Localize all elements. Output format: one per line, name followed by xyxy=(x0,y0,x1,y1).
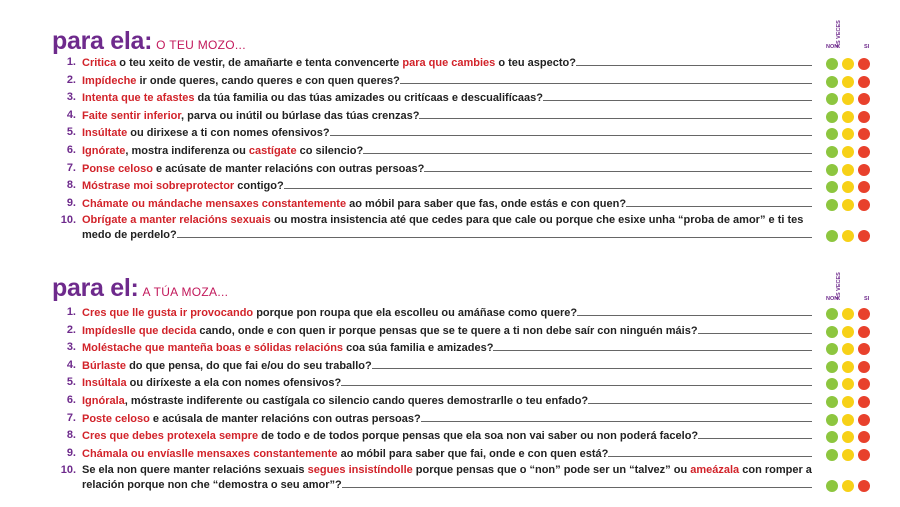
highlighted-phrase: Faite sentir inferior xyxy=(82,109,182,122)
legend-as-veces: ÁS VECES xyxy=(836,272,842,300)
option-si-dot[interactable] xyxy=(858,378,870,390)
option-si-dot[interactable] xyxy=(858,58,870,70)
highlighted-phrase: ameázala xyxy=(690,464,740,477)
highlighted-phrase: para que cambies xyxy=(402,57,496,69)
question-number: 5. xyxy=(66,376,76,389)
option-as-veces-dot[interactable] xyxy=(842,111,854,123)
question-phrase: ao móbil para saber que fas, onde estás e con quen? xyxy=(346,197,627,210)
question-text xyxy=(82,394,818,409)
option-non-dot[interactable] xyxy=(826,76,838,88)
option-non-dot[interactable] xyxy=(826,111,838,123)
question-phrase: , móstraste indiferente ou castígala co silencio cando queres demostrarlle o teu enfado? xyxy=(124,395,589,407)
highlighted-phrase: Ignórate xyxy=(82,145,126,157)
question-text xyxy=(82,341,818,356)
question-number: 3. xyxy=(66,91,76,104)
question-text xyxy=(82,412,818,427)
question-text xyxy=(82,214,818,242)
question-number: 7. xyxy=(66,411,76,424)
question-phrase: contigo? xyxy=(234,180,284,193)
question-number: 2. xyxy=(66,323,76,336)
question-number: 4. xyxy=(66,108,76,121)
question-text xyxy=(82,359,818,374)
answer-line xyxy=(400,74,812,84)
option-as-veces-dot[interactable] xyxy=(842,164,854,176)
option-non-dot[interactable] xyxy=(826,93,838,105)
question-text xyxy=(82,179,818,194)
answer-line xyxy=(588,394,812,404)
answer-legend xyxy=(822,10,882,50)
legend-si: SI xyxy=(864,44,870,50)
question-phrase: porque pon roupa que ela escolleu ou amáñase como quere? xyxy=(253,307,578,319)
question-text xyxy=(82,144,818,159)
highlighted-phrase: Impídeche xyxy=(82,74,137,87)
question-phrase: ir onde queres, cando queres e con quen queres? xyxy=(136,74,400,87)
question-text xyxy=(82,74,818,89)
option-non-dot[interactable] xyxy=(826,343,838,355)
highlighted-phrase: Chámala ou envíaslle mensaxes constantemente xyxy=(82,447,338,460)
option-as-veces-dot[interactable] xyxy=(842,58,854,70)
legend-si: SI xyxy=(864,296,870,302)
highlighted-phrase: Insúltate xyxy=(82,127,128,140)
option-si-dot[interactable] xyxy=(858,326,870,338)
answer-line xyxy=(608,447,812,457)
option-as-veces-dot[interactable] xyxy=(842,230,854,242)
answer-line xyxy=(576,56,812,66)
question-phrase: ao móbil para saber que fai, onde e con quen está? xyxy=(337,447,609,460)
question-number: 9. xyxy=(66,446,76,459)
option-as-veces-dot[interactable] xyxy=(842,128,854,140)
option-non-dot[interactable] xyxy=(826,361,838,373)
legend-as-veces: ÁS VECES xyxy=(836,20,842,48)
question-text xyxy=(82,376,818,391)
question-number: 10. xyxy=(60,464,76,477)
question-phrase: o teu xeito de vestir, de amañarte e tenta convencerte xyxy=(116,57,403,69)
question-phrase: coa súa familia e amizades? xyxy=(343,342,494,355)
section-title xyxy=(52,27,246,56)
question-text xyxy=(82,429,818,444)
answer-line xyxy=(493,341,812,351)
question-text xyxy=(82,464,818,492)
question-phrase: Se ela non quere manter relacións sexuais xyxy=(82,464,308,477)
option-as-veces-dot[interactable] xyxy=(842,76,854,88)
answer-line xyxy=(424,162,812,172)
question-phrase: , mostra indiferenza ou xyxy=(125,145,249,157)
answer-line xyxy=(626,197,812,207)
answer-line xyxy=(341,376,812,386)
answer-line xyxy=(342,478,812,488)
answer-line xyxy=(577,306,812,316)
highlighted-phrase: Chámate ou mándache mensaxes constantemente xyxy=(82,197,347,210)
section-title xyxy=(52,274,228,303)
option-non-dot[interactable] xyxy=(826,431,838,443)
option-si-dot[interactable] xyxy=(858,396,870,408)
option-non-dot[interactable] xyxy=(826,378,838,390)
highlighted-phrase: Búrlaste xyxy=(82,359,127,372)
answer-line xyxy=(698,324,812,334)
option-si-dot[interactable] xyxy=(858,199,870,211)
highlighted-phrase: Cres que lle gusta ir provocando xyxy=(82,307,254,319)
option-si-dot[interactable] xyxy=(858,343,870,355)
question-number: 1. xyxy=(66,56,76,68)
option-si-dot[interactable] xyxy=(858,361,870,373)
answer-line xyxy=(372,359,812,369)
answer-line xyxy=(177,228,812,238)
question-phrase: e acúsala de manter relacións con outras persoas? xyxy=(149,412,421,425)
question-phrase: da túa familia ou das túas amizades ou critícaas e descualifícaas? xyxy=(194,92,543,105)
question-phrase: co silencio? xyxy=(296,145,364,157)
question-phrase: cando, onde e con quen ir porque pensas que se te quere a ti non debe saír con ninguén máis? xyxy=(196,324,698,337)
option-non-dot[interactable] xyxy=(826,414,838,426)
option-non-dot[interactable] xyxy=(826,230,838,242)
option-si-dot[interactable] xyxy=(858,480,870,492)
option-si-dot[interactable] xyxy=(858,128,870,140)
option-non-dot[interactable] xyxy=(826,199,838,211)
question-number: 8. xyxy=(66,429,76,442)
option-as-veces-dot[interactable] xyxy=(842,199,854,211)
option-non-dot[interactable] xyxy=(826,396,838,408)
question-text xyxy=(82,109,818,124)
option-non-dot[interactable] xyxy=(826,164,838,176)
option-si-dot[interactable] xyxy=(858,431,870,443)
highlighted-phrase: Moléstache que manteña boas e sólidas relacións xyxy=(82,342,344,355)
question-phrase: ou dirixese a ti con nomes ofensivos? xyxy=(127,127,330,140)
question-number: 8. xyxy=(66,179,76,192)
answer-line xyxy=(363,144,812,154)
question-text xyxy=(82,197,818,212)
highlighted-phrase: Poste celoso xyxy=(82,412,150,425)
question-number: 3. xyxy=(66,341,76,354)
option-non-dot[interactable] xyxy=(826,181,838,193)
answer-line xyxy=(419,109,812,119)
highlighted-phrase: Cres que debes protexela sempre xyxy=(82,430,259,443)
option-si-dot[interactable] xyxy=(858,230,870,242)
question-text xyxy=(82,447,818,462)
question-phrase: , parva ou inútil ou búrlase das túas crenzas? xyxy=(181,109,420,122)
option-as-veces-dot[interactable] xyxy=(842,181,854,193)
question-phrase: ou mostra insistencia até que cedes para que cale ou porque che esixe unha “proba de amor” e ti tes medo de perdelo? xyxy=(82,214,804,241)
answer-line xyxy=(330,126,812,136)
section-heading: para el: xyxy=(52,274,139,302)
option-as-veces-dot[interactable] xyxy=(842,146,854,158)
option-si-dot[interactable] xyxy=(858,146,870,158)
option-si-dot[interactable] xyxy=(858,76,870,88)
question-phrase: porque pensas que o “non” pode ser un “talvez” ou xyxy=(412,464,691,477)
option-as-veces-dot[interactable] xyxy=(842,449,854,461)
highlighted-phrase: Insúltala xyxy=(82,377,127,390)
option-as-veces-dot[interactable] xyxy=(842,396,854,408)
option-as-veces-dot[interactable] xyxy=(842,326,854,338)
question-number: 6. xyxy=(66,394,76,406)
question-phrase: ou diríxeste a ela con nomes ofensivos? xyxy=(126,377,342,390)
highlighted-phrase: Ponse celoso xyxy=(82,162,153,175)
section-subheading: O TEU MOZO... xyxy=(156,38,246,52)
question-phrase: do que pensa, do que fai e/ou do seu traballo? xyxy=(126,359,372,372)
option-non-dot[interactable] xyxy=(826,146,838,158)
question-text xyxy=(82,56,818,71)
highlighted-phrase: Impídeslle que decida xyxy=(82,324,197,337)
question-phrase: e acúsate de manter relacións con outras persoas? xyxy=(152,162,425,175)
question-phrase: o teu aspecto? xyxy=(495,57,576,69)
question-text xyxy=(82,324,818,339)
highlighted-phrase: castígate xyxy=(248,145,297,157)
question-number: 6. xyxy=(66,144,76,156)
option-si-dot[interactable] xyxy=(858,164,870,176)
question-phrase: de todo e de todos porque pensas que ela soa non vai saber ou non poderá facelo? xyxy=(258,430,699,443)
option-non-dot[interactable] xyxy=(826,480,838,492)
option-non-dot[interactable] xyxy=(826,128,838,140)
option-non-dot[interactable] xyxy=(826,449,838,461)
question-text xyxy=(82,306,818,321)
option-non-dot[interactable] xyxy=(826,308,838,320)
option-si-dot[interactable] xyxy=(858,181,870,193)
option-si-dot[interactable] xyxy=(858,449,870,461)
question-number: 7. xyxy=(66,161,76,174)
section-heading: para ela: xyxy=(52,27,153,55)
option-as-veces-dot[interactable] xyxy=(842,308,854,320)
option-as-veces-dot[interactable] xyxy=(842,378,854,390)
highlighted-phrase: Móstrase moi sobreprotector xyxy=(82,180,235,193)
answer-line xyxy=(421,412,812,422)
option-as-veces-dot[interactable] xyxy=(842,480,854,492)
option-as-veces-dot[interactable] xyxy=(842,431,854,443)
answer-line xyxy=(284,179,812,189)
question-number: 4. xyxy=(66,358,76,371)
option-non-dot[interactable] xyxy=(826,58,838,70)
option-si-dot[interactable] xyxy=(858,111,870,123)
option-as-veces-dot[interactable] xyxy=(842,343,854,355)
option-si-dot[interactable] xyxy=(858,308,870,320)
answer-line xyxy=(543,91,812,101)
option-non-dot[interactable] xyxy=(826,326,838,338)
option-as-veces-dot[interactable] xyxy=(842,93,854,105)
question-number: 5. xyxy=(66,126,76,139)
highlighted-phrase: Intenta que te afastes xyxy=(82,92,195,105)
highlighted-phrase: Critica xyxy=(82,57,117,69)
option-as-veces-dot[interactable] xyxy=(842,361,854,373)
question-text xyxy=(82,91,818,106)
question-number: 10. xyxy=(60,214,76,227)
question-text xyxy=(82,126,818,141)
question-text xyxy=(82,162,818,177)
question-number: 1. xyxy=(66,306,76,318)
option-si-dot[interactable] xyxy=(858,93,870,105)
answer-line xyxy=(698,429,812,439)
legend-non: NON xyxy=(826,44,839,50)
section-subheading: A TÚA MOZA... xyxy=(142,285,229,299)
legend-non: NON xyxy=(826,296,839,302)
highlighted-phrase: Obrígate a manter relacións sexuais xyxy=(82,214,271,227)
answer-legend xyxy=(822,262,882,302)
question-phrase: con romper a relación porque non che “demostra o seu amor”? xyxy=(82,464,812,491)
question-number: 9. xyxy=(66,196,76,209)
option-as-veces-dot[interactable] xyxy=(842,414,854,426)
highlighted-phrase: Ignórala xyxy=(82,395,125,407)
highlighted-phrase: segues insistíndolle xyxy=(307,464,413,477)
option-si-dot[interactable] xyxy=(858,414,870,426)
question-number: 2. xyxy=(66,73,76,86)
